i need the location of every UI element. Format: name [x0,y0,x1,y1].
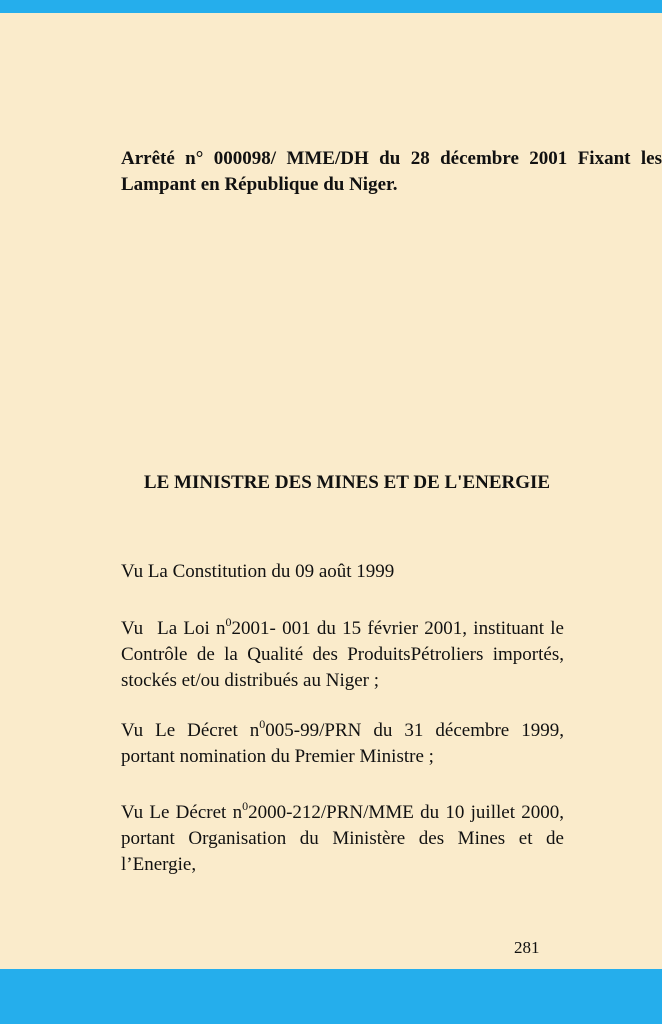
visa-constitution [121,559,564,585]
visa-decret-org-ref: Vu Le Décret n [121,802,243,823]
visa-decret-org-degree: 0 [242,799,249,813]
visa-loi-ref: La Loi n [157,618,226,639]
visa-loi-degree: 0 [225,615,232,629]
visa-loi-text: 2001- 001 du 15 février 2001, instituant le Contrôle de la Qualité des ProduitsPétroliers importés, stockés et/ou distribués au Niger ; [121,618,564,691]
page-number: 281 [514,938,540,957]
minister-heading: LE MINISTRE DES MINES ET DE L'ENERGIE [143,472,551,493]
top-band [0,0,662,13]
visa-decret-premier-ministre [121,718,564,770]
visa-decret-pm-degree: 0 [259,717,266,731]
visa-decret-pm-text: 005-99/PRN du 31 décembre 1999, portant nomination du Premier Ministre ; [121,720,565,767]
visa-decret-organisation [121,800,564,878]
visa-loi-vu: Vu [121,618,144,639]
visa-constitution-text: Vu La Constitution du 09 août 1999 [121,561,395,582]
visa-loi [121,616,564,694]
bottom-band [0,969,662,1024]
decree-title [121,146,662,198]
decree-title-line-2: Lampant en République du Niger. [121,174,398,195]
visa-decret-pm-ref: Vu Le Décret n [121,720,260,741]
visa-decret-org-text: 2000-212/PRN/MME du 10 juillet 2000, portant Organisation du Ministère des Mines et de l’Energie, [121,802,564,875]
decree-title-line-1: Arrêté n° 000098/ MME/DH du 28 décembre 2001 Fixant les [121,148,662,169]
